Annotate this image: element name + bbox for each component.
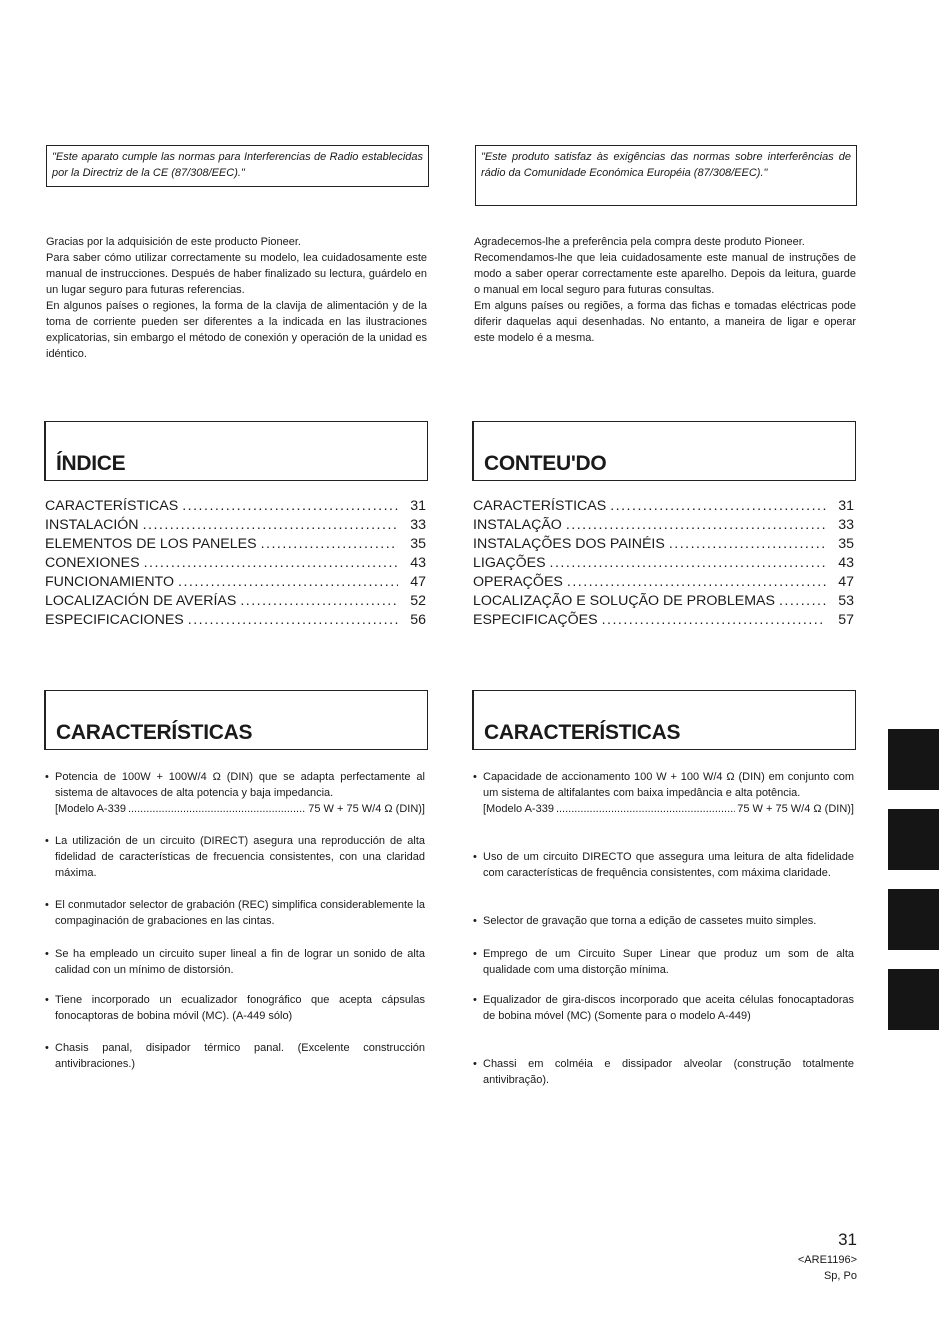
toc-entry-page: 57 [838, 612, 854, 628]
feature-item [45, 769, 425, 817]
radio-interference-notice-pt [475, 145, 857, 206]
toc-entry-page: 56 [410, 612, 426, 628]
feature-item: • Se ha empleado un circuito super lineal a fin de lograr un sonido de alta calidad con un mínimo de distorsión. [45, 946, 425, 978]
toc-entry-label: OPERAÇÕES [473, 574, 563, 590]
toc-entry-label: ESPECIFICAÇÕES [473, 612, 598, 628]
notice-text-pt: "Este produto satisfaz às exigências das normas sobre interferências de rádio da Comunidade Económica Européia (87/308/EEC)." [481, 151, 851, 179]
toc-leader-dots [567, 573, 826, 592]
features-list-es [45, 769, 425, 1089]
thumb-index-tab [888, 809, 939, 870]
toc-heading-box-pt [472, 421, 856, 481]
toc-leader-dots [240, 592, 398, 611]
toc-entry-page: 53 [838, 593, 854, 609]
toc-entry[interactable] [473, 516, 854, 535]
toc-entry-page: 43 [410, 555, 426, 571]
feature-item: • Chassi em colméia e dissipador alveolar (construção totalmente antivibração). [473, 1056, 854, 1088]
intro-pt [474, 234, 856, 346]
toc-entry-label: INSTALAÇÕES DOS PAINÉIS [473, 536, 665, 552]
toc-entry[interactable] [45, 516, 426, 535]
feature-item: • La utilización de un circuito (DIRECT) asegura una reproducción de alta fidelidad de características de frecuencia consistentes, con una claridad máxima. [45, 833, 425, 881]
toc-entry[interactable] [45, 592, 426, 611]
toc-entry[interactable] [45, 535, 426, 554]
feature-text: • Potencia de 100W + 100W/4 Ω (DIN) que se adapta perfectamente al sistema de altavoces de alta potencia y baja impedancia. [55, 771, 425, 799]
toc-entry-label: LIGAÇÕES [473, 555, 546, 571]
toc-leader-dots [178, 573, 398, 592]
feature-text: • Capacidade de accionamento 100 W + 100 W/4 Ω (DIN) em conjunto com um sistema de altifalantes com baixa impedância e alta potência. [483, 771, 854, 799]
thumb-index-tab [888, 969, 939, 1030]
model-value: 75 W + 75 W/4 Ω (DIN)] [737, 803, 854, 815]
toc-entry-label: ESPECIFICACIONES [45, 612, 184, 628]
toc-leader-dots [144, 554, 398, 573]
toc-entry-page: 35 [410, 536, 426, 552]
feature-item: • Chasis panal, disipador térmico panal. (Excelente construcción antivibraciones.) [45, 1040, 425, 1072]
thumb-index-tab [888, 889, 939, 950]
toc-leader-dots [602, 611, 826, 630]
toc-leader-dots [669, 535, 826, 554]
features-title-es: CARACTERÍSTICAS [56, 721, 253, 744]
feature-item: • El conmutador selector de grabación (REC) simplifica considerablemente la compaginación de grabaciones en las cintas. [45, 897, 425, 929]
toc-leader-dots [550, 554, 826, 573]
toc-entry-label: CARACTERÍSTICAS [473, 498, 607, 514]
intro-paragraph: Agradecemos-lhe a preferência pela compra deste produto Pioneer. [474, 236, 805, 248]
toc-leader-dots [143, 516, 398, 535]
toc-entry[interactable] [45, 611, 426, 630]
toc-entry[interactable] [473, 573, 854, 592]
intro-es [46, 234, 427, 362]
model-label: [Modelo A-339 [483, 803, 554, 815]
document-code: <ARE1196> [797, 1254, 857, 1266]
table-of-contents-pt [473, 497, 854, 630]
toc-entry-page: 47 [838, 574, 854, 590]
page-footer [700, 1230, 857, 1284]
intro-paragraph: Recomendamos-lhe que leia cuidadosamente este manual de instruções de modo a saber operar correctamente este aparelho. Depois da leitura, guarde o manual em local seguro para futuras consultas. [474, 252, 856, 296]
notice-text-es: "Este aparato cumple las normas para Interferencias de Radio establecidas por la Directriz de la CE (87/308/EEC)." [52, 151, 423, 179]
toc-entry-page: 31 [838, 498, 854, 514]
intro-paragraph: Para saber cómo utilizar correctamente su modelo, lea cuidadosamente este manual de instrucciones. Después de haber finalizado su lectura, guárdelo en un lugar seguro para futuras referencias. [46, 252, 427, 296]
toc-entry[interactable] [45, 573, 426, 592]
toc-entry[interactable] [473, 611, 854, 630]
model-value: 75 W + 75 W/4 Ω (DIN)] [308, 803, 425, 815]
toc-entry-label: LOCALIZACIÓN DE AVERÍAS [45, 593, 237, 609]
toc-entry[interactable] [473, 554, 854, 573]
feature-item: • Equalizador de gira-discos incorporado que aceita células fonocaptadoras de bobina móvel (MC) (Somente para o modelo A-449) [473, 992, 854, 1024]
toc-entry-label: CONEXIONES [45, 555, 140, 571]
toc-entry[interactable] [473, 497, 854, 516]
toc-leader-dots [566, 516, 826, 535]
spec-leader-dots [556, 801, 735, 817]
language-codes: Sp, Po [823, 1270, 857, 1282]
model-label: [Modelo A-339 [55, 803, 126, 815]
spec-leader-dots [128, 801, 306, 817]
toc-entry[interactable] [45, 497, 426, 516]
features-heading-box-es [44, 690, 428, 750]
radio-interference-notice-es [46, 145, 429, 187]
features-heading-box-pt [472, 690, 856, 750]
feature-item: • Tiene incorporado un ecualizador fonográfico que acepta cápsulas fonocaptoras de bobina móvil (MC). (A-449 sólo) [45, 992, 425, 1024]
features-title-pt: CARACTERÍSTICAS [484, 721, 681, 744]
toc-entry-page: 33 [410, 517, 426, 533]
toc-entry-label: INSTALAÇÃO [473, 517, 562, 533]
toc-leader-dots [261, 535, 398, 554]
model-spec-row [483, 801, 854, 817]
toc-entry-page: 43 [838, 555, 854, 571]
toc-entry[interactable] [473, 592, 854, 611]
toc-entry-page: 35 [838, 536, 854, 552]
toc-entry[interactable] [473, 535, 854, 554]
toc-entry-label: FUNCIONAMIENTO [45, 574, 175, 590]
feature-item: • Uso de um circuito DIRECTO que assegura uma leitura de alta fidelidade com características de frequência consistentes, com máxima claridade. [473, 849, 854, 881]
toc-entry-page: 47 [410, 574, 426, 590]
toc-leader-dots [779, 592, 826, 611]
toc-title-pt: CONTEU'DO [484, 452, 607, 475]
features-list-pt [473, 769, 854, 1099]
toc-entry-page: 31 [410, 498, 426, 514]
thumb-index-tab [888, 729, 939, 790]
toc-leader-dots [188, 611, 398, 630]
feature-item: • Emprego de um Circuito Super Linear que produz um som de alta qualidade com uma distorção mínima. [473, 946, 854, 978]
page-number: 31 [838, 1230, 857, 1249]
model-spec-row [55, 801, 425, 817]
toc-leader-dots [610, 497, 826, 516]
toc-leader-dots [182, 497, 398, 516]
toc-entry[interactable] [45, 554, 426, 573]
toc-title-es: ÍNDICE [56, 452, 126, 475]
toc-entry-label: CARACTERÍSTICAS [45, 498, 179, 514]
feature-item: • Selector de gravação que torna a edição de cassetes muito simples. [473, 913, 854, 929]
feature-item [473, 769, 854, 817]
intro-paragraph: Gracias por la adquisición de este producto Pioneer. [46, 236, 301, 248]
toc-entry-page: 33 [838, 517, 854, 533]
intro-paragraph: Em alguns países ou regiões, a forma das fichas e tomadas eléctricas pode diferir daquelas aqui desenhadas. No entanto, a maneira de ligar e operar este modelo é a mesma. [474, 300, 856, 344]
toc-heading-box-es [44, 421, 428, 481]
table-of-contents-es [45, 497, 426, 630]
toc-entry-label: INSTALACIÓN [45, 517, 139, 533]
intro-paragraph: En algunos países o regiones, la forma de la clavija de alimentación y de la toma de corriente pueden ser diferentes a la indicada en las ilustraciones explicatorias, sin embargo el método de conexión y operación de la unidad es idéntico. [46, 300, 427, 360]
toc-entry-label: LOCALIZAÇÃO E SOLUÇÃO DE PROBLEMAS [473, 593, 775, 609]
toc-entry-page: 52 [410, 593, 426, 609]
toc-entry-label: ELEMENTOS DE LOS PANELES [45, 536, 257, 552]
